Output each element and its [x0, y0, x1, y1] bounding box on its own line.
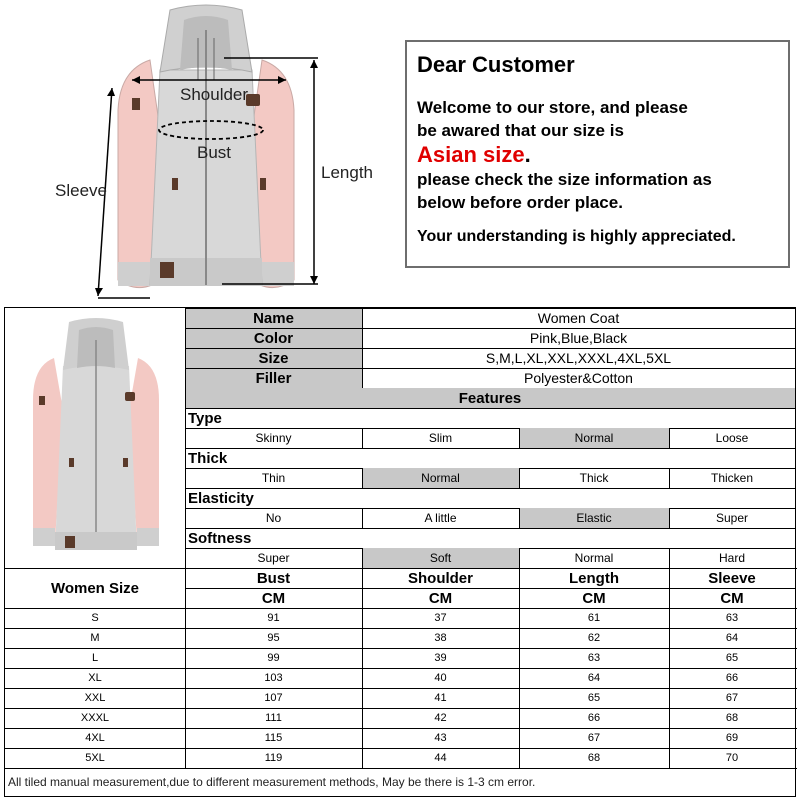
feature-option: Soft: [362, 548, 519, 568]
col-divider: [519, 608, 520, 628]
col-divider: [362, 428, 363, 448]
col-divider: [669, 688, 670, 708]
size-name: S: [91, 612, 99, 624]
row-divider: [185, 588, 795, 589]
length-label: Length: [321, 163, 373, 182]
col-divider: [362, 608, 363, 628]
notice-line-1: Welcome to our store, and please: [417, 98, 688, 117]
col-divider: [669, 708, 670, 728]
col-divider: [519, 668, 520, 688]
notice-thanks: Your understanding is highly appreciated.: [417, 228, 736, 245]
col-divider: [362, 748, 363, 768]
asian-size-period: .: [524, 142, 531, 167]
size-value: 43: [434, 732, 447, 744]
size-column-header: Bust: [256, 569, 291, 587]
size-name: L: [91, 652, 99, 664]
feature-option: Super: [257, 551, 290, 565]
feature-option: Super: [715, 511, 749, 525]
feature-option: Thicken: [710, 471, 754, 485]
size-value: 61: [587, 612, 601, 624]
col-divider: [185, 608, 186, 628]
asian-size-line: [417, 142, 778, 168]
col-divider: [362, 508, 363, 528]
col-divider: [362, 648, 363, 668]
size-unit: CM: [582, 589, 606, 607]
col-divider: [519, 648, 520, 668]
size-value: 69: [725, 732, 739, 744]
info-label: Filler: [185, 368, 362, 388]
feature-option: Thin: [261, 471, 286, 485]
feature-option: Hard: [718, 551, 745, 565]
info-value: Women Coat: [537, 310, 620, 326]
size-value: 42: [434, 712, 447, 724]
row-divider: [185, 348, 795, 349]
notice-line-4: below before order place.: [417, 193, 623, 212]
feature-option: Thick: [579, 471, 609, 485]
size-value: 41: [434, 692, 447, 704]
row-divider: [185, 308, 795, 309]
size-value: 44: [434, 752, 447, 764]
col-divider: [362, 708, 363, 728]
feature-option: Slim: [428, 431, 453, 445]
notice-title: Dear Customer: [417, 52, 575, 77]
col-divider: [669, 668, 670, 688]
col-divider: [519, 748, 520, 768]
size-value: 65: [587, 692, 601, 704]
size-value: 115: [264, 732, 283, 744]
shoulder-label: Shoulder: [180, 85, 249, 104]
size-value: 65: [725, 652, 739, 664]
size-value: 111: [265, 712, 282, 724]
notice-line-2: be awared that our size is: [417, 121, 624, 140]
size-value: 63: [725, 612, 739, 624]
size-value: 99: [267, 652, 280, 664]
size-value: 70: [725, 752, 739, 764]
spec-table: [4, 307, 796, 797]
col-divider: [519, 508, 520, 528]
feature-option: Normal: [362, 468, 519, 488]
feature-name: Elasticity: [188, 489, 254, 507]
col-divider: [669, 648, 670, 668]
col-divider: [185, 688, 186, 708]
col-divider: [185, 668, 186, 688]
size-value: 66: [587, 712, 601, 724]
size-value: 38: [434, 632, 447, 644]
size-value: 62: [587, 632, 601, 644]
feature-option: No: [265, 511, 282, 525]
photo-divider: [185, 308, 186, 568]
size-value: 68: [725, 712, 739, 724]
size-value: 107: [264, 692, 283, 704]
col-divider: [519, 548, 520, 568]
size-header: Women Size: [50, 579, 140, 597]
feature-name: Softness: [188, 529, 252, 547]
size-value: 64: [587, 672, 601, 684]
col-divider: [362, 548, 363, 568]
info-value: Polyester&Cotton: [524, 370, 633, 386]
col-divider: [519, 628, 520, 648]
col-divider: [669, 748, 670, 768]
size-name: 4XL: [85, 732, 105, 744]
footnote: All tiled manual measurement,due to different measurement methods, May be there is 1-3 cm error.: [8, 775, 536, 789]
feature-option: Normal: [574, 551, 614, 565]
feature-name: Thick: [188, 449, 228, 467]
col-divider: [362, 468, 363, 488]
col-divider: [669, 468, 670, 488]
col-divider: [362, 728, 363, 748]
feature-option: Elastic: [519, 508, 669, 528]
size-column-header: Sleeve: [708, 569, 756, 587]
size-column-header: Shoulder: [407, 569, 473, 587]
col-divider: [362, 688, 363, 708]
col-divider: [362, 668, 363, 688]
col-divider: [669, 628, 670, 648]
col-divider: [185, 748, 186, 768]
col-divider: [185, 728, 186, 748]
col-divider: [669, 548, 670, 568]
size-value: 40: [434, 672, 447, 684]
measurement-diagram: [0, 0, 400, 300]
col-divider: [669, 608, 670, 628]
size-unit: CM: [261, 589, 286, 607]
info-label: Color: [185, 328, 362, 348]
product-photo: [9, 310, 183, 572]
col-divider: [669, 428, 670, 448]
notice-line-3: please check the size information as: [417, 170, 712, 189]
size-name: XXL: [84, 692, 106, 704]
size-value: 67: [587, 732, 601, 744]
col-divider: [519, 688, 520, 708]
row-divider: [185, 368, 795, 369]
col-divider: [185, 708, 186, 728]
size-column-header: Length: [569, 569, 619, 587]
size-value: 91: [267, 612, 280, 624]
asian-size-text: Asian size: [417, 142, 525, 167]
info-divider: [362, 308, 363, 388]
size-value: 103: [264, 672, 283, 684]
col-divider: [362, 628, 363, 648]
feature-option: Loose: [715, 431, 749, 445]
size-value: 119: [264, 752, 283, 764]
bust-label: Bust: [197, 143, 232, 162]
size-value: 37: [434, 612, 447, 624]
col-divider: [185, 648, 186, 668]
feature-option: Normal: [519, 428, 669, 448]
col-divider: [185, 628, 186, 648]
info-value: Pink,Blue,Black: [529, 330, 628, 346]
size-name: 5XL: [85, 752, 105, 764]
col-divider: [669, 508, 670, 528]
size-value: 66: [725, 672, 739, 684]
col-divider: [519, 728, 520, 748]
size-unit: CM: [428, 589, 453, 607]
customer-notice: [405, 40, 790, 268]
info-value: S,M,L,XL,XXL,XXXL,4XL,5XL: [485, 350, 672, 366]
col-divider: [519, 708, 520, 728]
size-name: M: [90, 632, 100, 644]
size-value: 67: [725, 692, 739, 704]
size-value: 39: [434, 652, 447, 664]
col-divider: [519, 428, 520, 448]
feature-name: Type: [188, 409, 222, 427]
col-divider: [519, 468, 520, 488]
size-unit: CM: [720, 589, 744, 607]
info-label: Name: [185, 308, 362, 328]
sleeve-label: Sleeve: [55, 181, 107, 200]
info-label: Size: [185, 348, 362, 368]
size-value: 63: [587, 652, 601, 664]
size-name: XL: [88, 672, 102, 684]
size-value: 95: [267, 632, 280, 644]
size-value: 64: [725, 632, 739, 644]
size-name: XXXL: [80, 712, 110, 724]
features-header: Features: [185, 388, 795, 408]
feature-option: Skinny: [255, 431, 292, 445]
col-divider: [669, 728, 670, 748]
feature-option: A little: [424, 511, 457, 525]
size-value: 68: [587, 752, 601, 764]
row-divider: [185, 328, 795, 329]
